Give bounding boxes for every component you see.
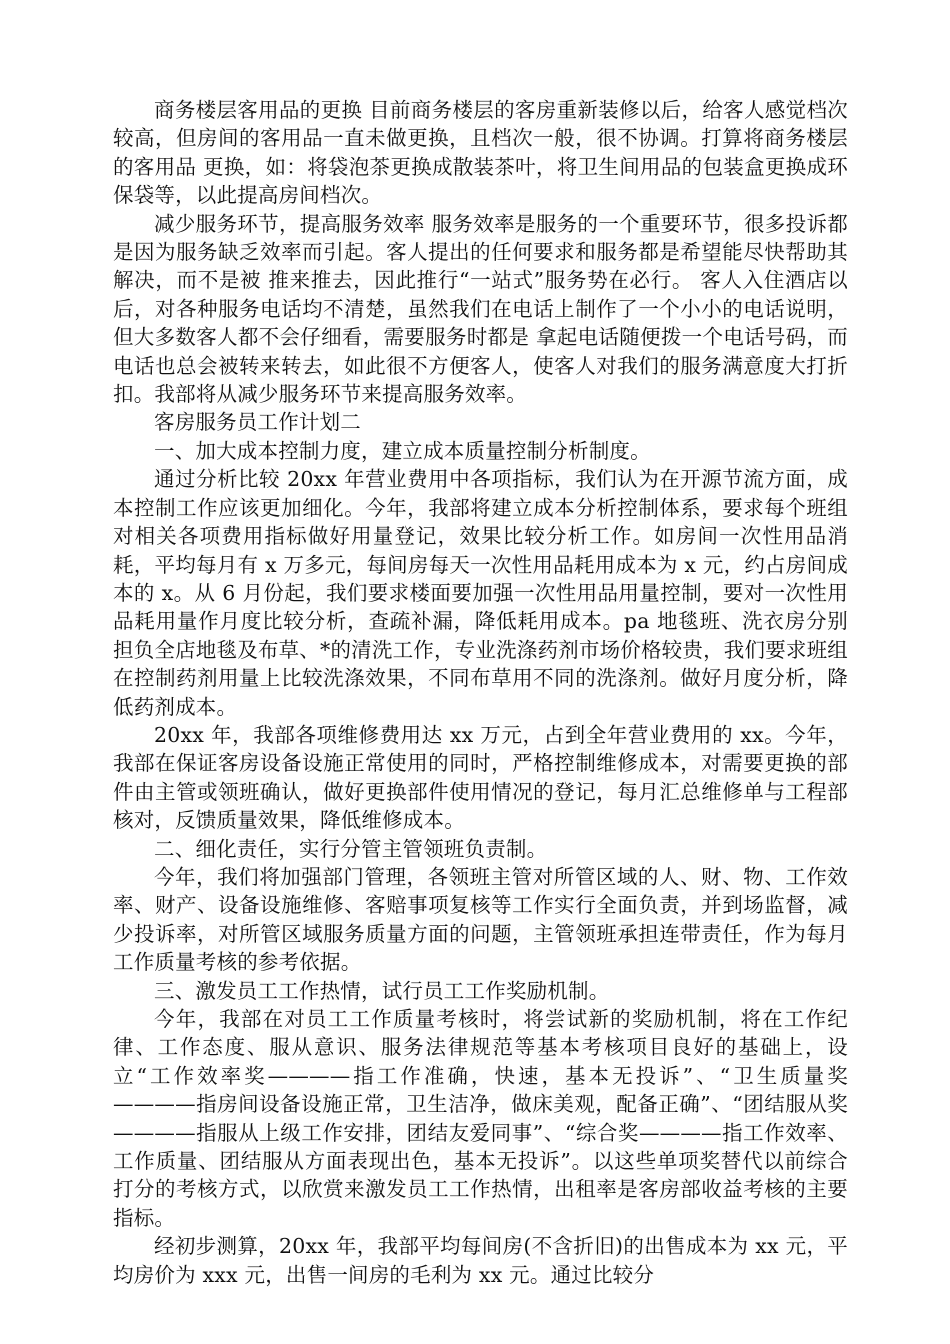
paragraph-cost-estimate: 经初步测算，20xx 年，我部平均每间房(不含折旧)的出售成本为 xx 元，平均房价为 xxx 元，出售一间房的毛利为 xx 元。通过比较分: [113, 1234, 848, 1287]
document-body: [113, 96, 848, 1289]
paragraph-management: 今年，我们将加强部门管理，各领班主管对所管区域的人、财、物、工作效率、财产、设备设施维修、客赔事项复核等工作实行全面负责，并到场监督，减少投诉率，对所管区域服务质量方面的问题，主管领班承担连带责任，作为每月工作质量考核的参考依据。: [113, 864, 848, 975]
heading-responsibility: 二、细化责任，实行分管主管领班负责制。: [154, 836, 548, 861]
heading-cost-control: 一、加大成本控制力度，建立成本质量控制分析制度。: [154, 438, 651, 463]
paragraph-maintenance-cost: 20xx 年，我部各项维修费用达 xx 万元，占到全年营业费用的 xx。今年，我部在保证客房设备设施正常使用的同时，严格控制维修成本，对需要更换的部件由主管或领班确认，做好更换部件使用情况的登记，每月汇总维修单与工程部核对，反馈质量效果，降低维修成本。: [113, 722, 848, 833]
paragraph-business-floor-supplies: 商务楼层客用品的更换 目前商务楼层的客房重新装修以后，给客人感觉档次较高，但房间的客用品一直未做更换，且档次一般，很不协调。打算将商务楼层的客用品 更换，如：将袋泡茶更换成散装茶叶，将卫生间用品的包装盒更换成环保袋等，以此提高房间档次。: [113, 98, 848, 208]
heading-staff-incentive: 三、激发员工工作热情，试行员工工作奖励机制。: [154, 978, 610, 1003]
paragraph-reward-mechanism: 今年，我部在对员工工作质量考核时，将尝试新的奖励机制，将在工作纪律、工作态度、服从意识、服务法律规范等基本考核项目良好的基础上，设立“工作效率奖————指工作准确，快速，基本无投诉”、“卫生质量奖————指房间设备设施正常，卫生洁净，做床美观，配备正确”、“团结服从奖————指服从上级工作安排，团结友爱同事”、“综合奖————指工作效率、工作质量、团结服从方面表现出色，基本无投诉”。以这些单项奖替代以前综合打分的考核方式，以欣赏来激发员工工作热情，出租率是客房部收益考核的主要指标。: [113, 1007, 848, 1230]
paragraph-cost-analysis: 通过分析比较 20xx 年营业费用中各项指标，我们认为在开源节流方面，成本控制工作应该更加细化。今年，我部将建立成本分析控制体系，要求每个班组对相关各项费用指标做好用量登记，效果比较分析工作。如房间一次性用品消耗，平均每月有 x 万多元，每间房每天一次性用品耗用成本为 x 元，约占房间成本的 x。从 6 月份起，我们要求楼面要加强一次性用品用量控制，要对一次性用品耗用量作月度比较分析，查疏补漏，降低耗用成本。pa 地毯班、洗衣房分别担负全店地毯及布草、*的清洗工作，专业洗涤药剂市场价格较贵，我们要求班组在控制药剂用量上比较洗涤效果，不同布草用不同的洗涤剂。做好月度分析，降低药剂成本。: [113, 467, 848, 719]
paragraph-service-efficiency: 减少服务环节，提高服务效率 服务效率是服务的一个重要环节，很多投诉都是因为服务缺乏效率而引起。客人提出的任何要求和服务都是希望能尽快帮助其解决，而不是被 推来推去，因此推行“一站式”服务势在必行。 客人入住酒店以后，对各种服务电话均不清楚，虽然我们在电话上制作了一个小小的电话说明，但大多数客人都不会仔细看，需要服务时都是 拿起电话随便拨一个电话号码，而电话也总会被转来转去，如此很不方便客人，使客人对我们的服务满意度大打折扣。我部将从减少服务环节来提高服务效率。: [113, 211, 848, 407]
section-title-plan-two: 客房服务员工作计划二: [154, 410, 361, 435]
